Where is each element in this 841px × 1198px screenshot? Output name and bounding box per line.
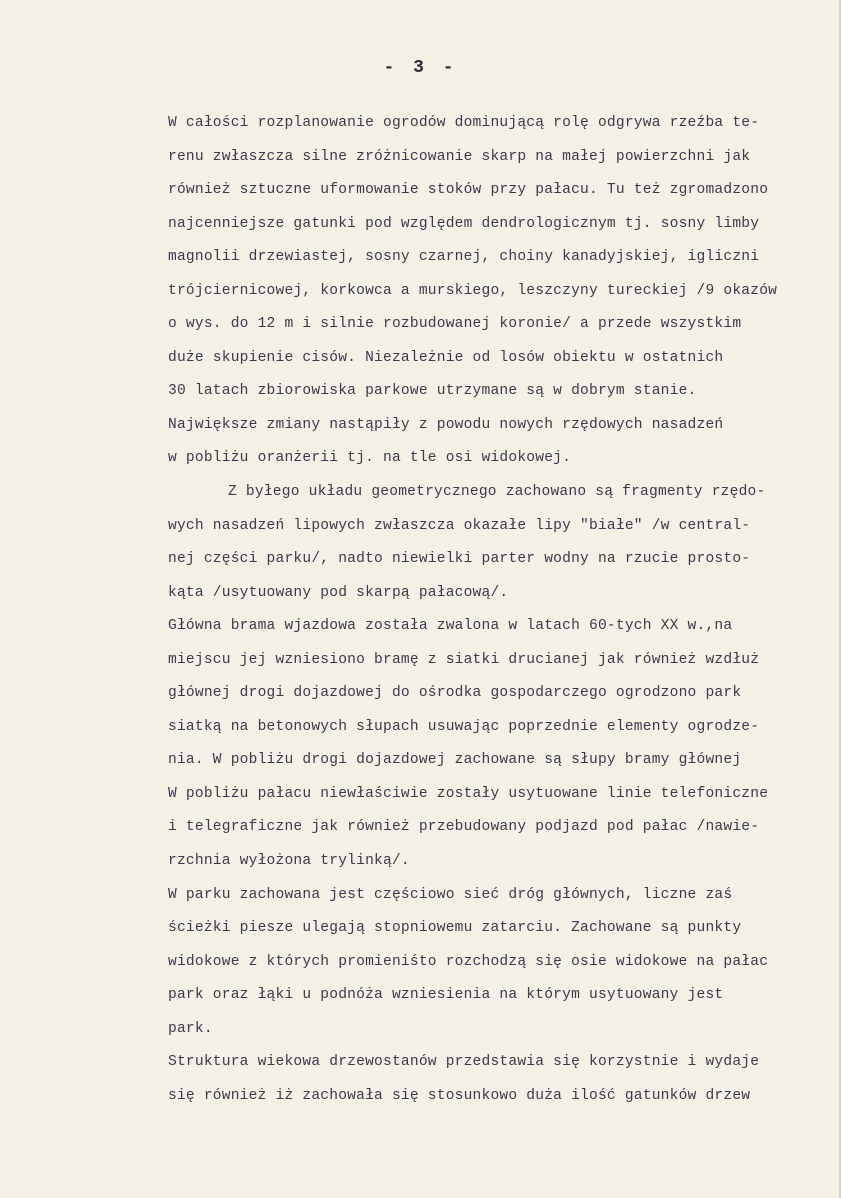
text-line: Struktura wiekowa drzewostanów przedstawia się korzystnie i wydaje [168, 1054, 760, 1071]
text-line: również sztuczne uformowanie stoków przy pałacu. Tu też zgromadzono [168, 182, 769, 199]
page-number: - 3 - [383, 58, 458, 78]
document-body [168, 107, 820, 1113]
text-line: miejscu jej wzniesiono bramę z siatki drucianej jak również wzdłuż [168, 651, 760, 668]
text-line: park oraz łąki u podnóża wzniesienia na którym usytuowany jest [168, 987, 724, 1004]
text-line: Z byłego układu geometrycznego zachowano są fragmenty rzędo- [228, 484, 766, 501]
text-line: najcenniejsze gatunki pod względem dendrologicznym tj. sosny limby [168, 215, 760, 232]
text-line: magnolii drzewiastej, sosny czarnej, choiny kanadyjskiej, iglicznі [168, 249, 760, 266]
text-line: 30 latach zbiorowiska parkowe utrzymane są w dobrym stanie. [168, 383, 697, 400]
text-line: o wys. do 12 m i silnie rozbudowanej koronie/ a przede wszystkim [168, 316, 742, 333]
text-line: trójciernicowej, korkowca a murskiego, leszczyny tureckiej /9 okazów [168, 282, 778, 299]
text-line: i telegraficzne jak również przebudowany podjazd pod pałac /nawie- [168, 819, 760, 836]
text-line: duże skupienie cisów. Niezależnie od losów obiektu w ostatnich [168, 349, 724, 366]
text-line: W całości rozplanowanie ogrodów dominującą rolę odgrywa rzeźba te- [168, 115, 760, 131]
text-line: rzchnia wyłożona trylinką/. [168, 853, 410, 870]
text-line: siatką na betonowych słupach usuwając poprzednie elementy ogrodze- [168, 718, 760, 735]
text-line: kąta /usytuowany pod skarpą pałacową/. [168, 584, 509, 601]
text-line: W parku zachowana jest częściowo sieć dróg głównych, liczne zaś [168, 886, 733, 903]
text-line: park. [168, 1020, 213, 1037]
text-line: Największe zmiany nastąpiły z powodu nowych rzędowych nasadzeń [168, 416, 724, 433]
text-line: głównej drogi dojazdowej do ośrodka gospodarczego ogrodzono park [168, 685, 742, 702]
text-line: nej części parku/, nadto niewielki parter wodny na rzucie prosto- [168, 551, 751, 568]
text-line: Główna brama wjazdowa została zwalona w latach 60-tych XX w.,na [168, 618, 733, 635]
text-line: ścieżki piesze ulegają stopniowemu zatarciu. Zachowane są punkty [168, 920, 742, 937]
text-line: W pobliżu pałacu niewłaściwie zostały usytuowane linie telefoniczne [168, 785, 769, 802]
text-line: w pobliżu oranżerii tj. na tle osi widokowej. [168, 450, 572, 467]
text-line: widokowe z których promieniśto rozchodzą się osie widokowe na pałac [168, 953, 769, 970]
text-line: się również iż zachowała się stosunkowo duża ilość gatunków drzew [168, 1087, 751, 1104]
text-line: wych nasadzeń lipowych zwłaszcza okazałe lipy "białe" /w central- [168, 517, 751, 534]
text-line: renu zwłaszcza silne zróżnicowanie skarp na małej powierzchni jak [168, 148, 751, 165]
text-line: nia. W pobliżu drogi dojazdowej zachowane są słupy bramy głównej [168, 752, 742, 769]
